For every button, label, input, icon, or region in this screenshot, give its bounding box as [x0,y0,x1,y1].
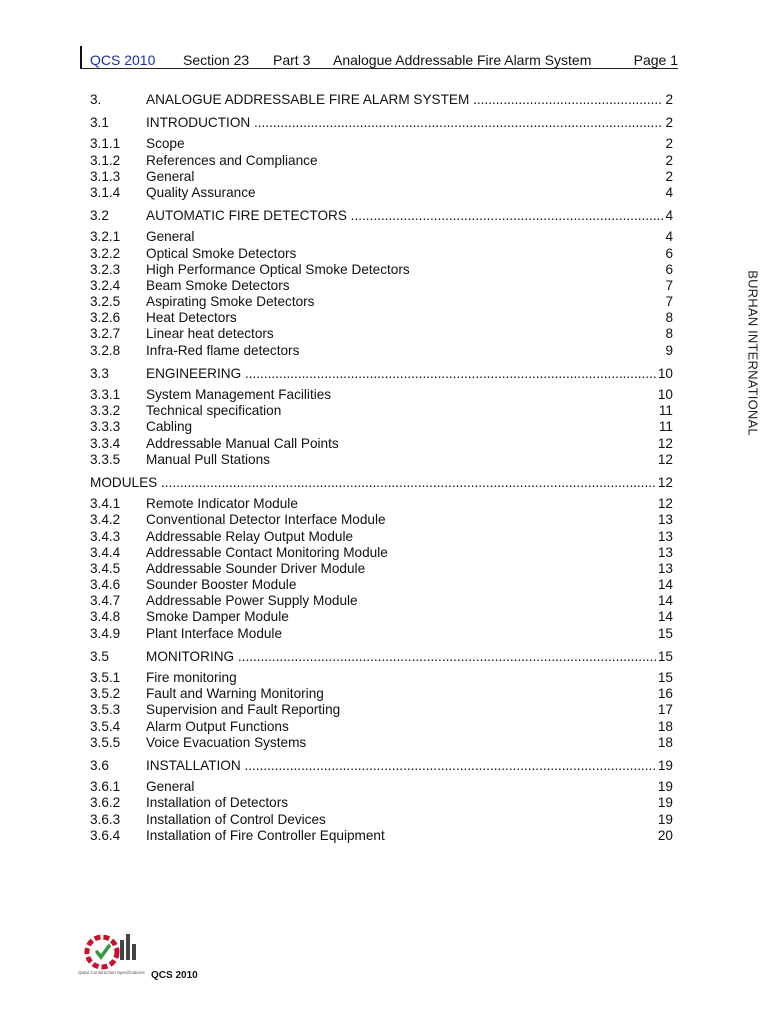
header-section: Section 23 [183,52,250,68]
header-brand: QCS 2010 [90,52,156,68]
toc-title: Linear heat detectors [146,326,274,342]
toc-number: 3.5 [90,648,109,664]
toc-number: 3.4.6 [90,577,121,593]
toc-number: 3.2.2 [90,245,121,261]
toc-entry[interactable] [90,609,673,625]
toc-page-number: 19 [657,811,673,827]
toc-entry[interactable] [90,512,673,528]
toc-number: 3.5.3 [90,702,121,718]
toc-entry[interactable] [90,136,673,152]
toc-entry[interactable] [90,185,673,201]
toc-entry[interactable] [90,496,673,512]
toc-section-entry[interactable] [90,758,673,774]
toc-title: References and Compliance [146,152,318,168]
toc-entry[interactable] [90,343,673,359]
toc-page-number: 2 [665,92,673,107]
toc-entry[interactable] [90,529,673,545]
toc-page-number: 20 [657,827,673,843]
toc-page-number: 7 [665,294,673,310]
toc-number: 3.2.7 [90,326,121,342]
toc-entry[interactable] [90,795,673,811]
toc-page-number: 13 [657,544,673,560]
toc-number: 3.6.3 [90,811,121,827]
toc-page-number: 6 [665,245,673,261]
toc-number: 3.3.2 [90,403,121,419]
toc-page-number: 7 [665,277,673,293]
toc-page-number: 15 [657,648,673,664]
toc-entry[interactable] [90,262,673,278]
toc-page-number: 18 [657,734,673,750]
toc-page-number: 10 [657,365,673,381]
toc-entry[interactable] [90,561,673,577]
toc-entry[interactable] [90,310,673,326]
page-header [80,44,678,69]
toc-page-number: 17 [657,702,673,718]
toc-page-number: 2 [665,136,673,152]
toc-entry[interactable] [90,294,673,310]
toc-entry[interactable] [90,735,673,751]
toc-number: 3.4.2 [90,512,121,528]
toc-entry[interactable] [90,779,673,795]
toc-page-number: 8 [665,310,673,326]
toc-title: Addressable Sounder Driver Module [146,560,366,576]
toc-number: 3.5.5 [90,734,121,750]
toc-section-entry[interactable] [90,92,673,108]
toc-title: AUTOMATIC FIRE DETECTORS ..... [146,208,673,224]
toc-number: 3.2 [90,208,109,224]
toc-page-number: 13 [657,560,673,576]
toc-page-number: 2 [665,168,673,184]
toc-page-number: 14 [657,593,673,609]
toc-title: Alarm Output Functions [146,718,289,734]
header-title: Analogue Addressable Fire Alarm System [333,52,592,68]
toc-entry[interactable] [90,686,673,702]
toc-title: Installation of Detectors [146,795,289,811]
toc-entry[interactable] [90,670,673,686]
toc-number: 3.4.8 [90,609,121,625]
toc-entry[interactable] [90,545,673,561]
toc-number: 3.3.5 [90,451,121,467]
toc-page-number: 14 [657,609,673,625]
toc-title: MODULES ..... [90,475,673,491]
toc-section-entry[interactable] [90,649,673,665]
toc-number: 3.6 [90,757,109,773]
toc-number: 3.4.1 [90,496,121,512]
toc-number: 3.2.6 [90,310,121,326]
toc-entry[interactable] [90,719,673,735]
toc-title: Voice Evacuation Systems [146,734,307,750]
toc-page-number: 19 [657,779,673,795]
toc-entry[interactable] [90,436,673,452]
toc-title: Addressable Power Supply Module [146,593,358,609]
toc-title: Quality Assurance [146,184,256,200]
toc-page-number: 9 [665,342,673,358]
toc-page-number: 2 [665,152,673,168]
toc-entry[interactable] [90,169,673,185]
toc-page-number: 13 [657,512,673,528]
toc-title: Plant Interface Module [146,625,283,641]
header-part: Part 3 [273,52,311,68]
toc-title: Installation of Control Devices [146,811,326,827]
toc-title: Optical Smoke Detectors [146,245,297,261]
toc-number: 3.3.3 [90,419,121,435]
toc-number: 3.5.1 [90,670,121,685]
toc-number: 3.2.3 [90,261,121,277]
toc-number: 3.2.5 [90,294,121,310]
toc-title: INTRODUCTION ..... [146,115,673,131]
toc-entry[interactable] [90,229,673,245]
toc-title: Addressable Manual Call Points [146,435,339,451]
toc-number: 3.3.1 [90,387,121,402]
toc-section-entry[interactable] [90,208,673,224]
toc-entry[interactable] [90,419,673,435]
toc-number: 3.2.1 [90,229,121,245]
toc-entry[interactable] [90,593,673,609]
toc-entry[interactable] [90,812,673,828]
toc-title: Heat Detectors [146,310,237,326]
toc-number: 3.6.2 [90,795,121,811]
toc-number: 3.2.4 [90,277,121,293]
toc-entry[interactable] [90,403,673,419]
toc-page-number: 13 [657,528,673,544]
table-of-contents [90,92,673,844]
header-page-number: Page 1 [633,52,678,68]
toc-title: System Management Facilities [146,387,332,402]
toc-page-number: 11 [658,419,673,435]
toc-entry[interactable] [90,153,673,169]
toc-title: Technical specification [146,403,282,419]
toc-page-number: 12 [657,451,673,467]
toc-title: Conventional Detector Interface Module [146,512,386,528]
toc-page-number: 12 [657,435,673,451]
toc-title: ENGINEERING ..... [146,366,673,382]
toc-title: Sounder Booster Module [146,577,297,593]
toc-section-entry[interactable] [90,366,673,382]
toc-number: 3.2.8 [90,342,121,358]
toc-number: 3.4.3 [90,528,121,544]
toc-page-number: 4 [665,208,673,224]
toc-page-number: 4 [665,229,673,245]
toc-number: 3.1 [90,115,109,131]
toc-title: Smoke Damper Module [146,609,289,625]
toc-entry[interactable] [90,278,673,294]
toc-page-number: 19 [657,757,673,773]
footer-brand: QCS 2010 [151,970,198,981]
toc-title: Addressable Contact Monitoring Module [146,544,388,560]
side-watermark [744,268,762,438]
toc-entry[interactable] [90,326,673,342]
toc-number: 3.1.1 [90,136,121,152]
toc-page-number: 10 [657,387,673,402]
toc-number: 3.4.5 [90,560,121,576]
toc-title: General [146,229,195,245]
toc-number: 3.5.4 [90,718,121,734]
toc-title: ANALOGUE ADDRESSABLE FIRE ALARM SYSTEM ..... [146,92,673,108]
toc-page-number: 8 [665,326,673,342]
toc-number: 3.4.9 [90,625,121,641]
toc-page-number: 14 [657,577,673,593]
toc-number: 3.3.4 [90,435,121,451]
toc-title: High Performance Optical Smoke Detectors [146,261,410,277]
toc-entry[interactable] [90,387,673,403]
toc-page-number: 15 [657,670,673,685]
logo-caption: Qatar Construction Specifications [78,970,145,975]
toc-title: Fire monitoring [146,670,237,685]
toc-entry[interactable] [90,626,673,642]
toc-title: MONITORING ..... [146,649,673,665]
toc-section-entry[interactable] [90,475,673,491]
toc-number: 3.4.4 [90,544,121,560]
toc-entry[interactable] [90,577,673,593]
toc-title: General [146,779,195,795]
toc-entry[interactable] [90,828,673,844]
toc-title: Addressable Relay Output Module [146,528,354,544]
toc-title: Beam Smoke Detectors [146,277,290,293]
toc-entry[interactable] [90,702,673,718]
toc-page-number: 15 [657,625,673,641]
toc-page-number: 2 [665,115,673,131]
toc-number: 3.1.4 [90,184,121,200]
toc-number: 3.1.3 [90,168,121,184]
toc-title: Remote Indicator Module [146,496,298,512]
toc-title: Cabling [146,419,193,435]
side-text: BURHAN INTERNATIONAL [745,270,761,436]
toc-page-number: 19 [657,795,673,811]
toc-section-entry[interactable] [90,115,673,131]
toc-number: 3. [90,92,102,107]
toc-page-number: 16 [657,686,673,702]
toc-number: 3.3 [90,365,109,381]
toc-number: 3.4.7 [90,593,121,609]
toc-page-number: 18 [657,718,673,734]
toc-title: Supervision and Fault Reporting [146,702,341,718]
header-bar [80,46,82,68]
toc-title: Aspirating Smoke Detectors [146,294,315,310]
toc-number: 3.6.1 [90,779,121,795]
toc-title: General [146,168,195,184]
toc-title: Scope [146,136,185,152]
toc-title: INSTALLATION ..... [146,758,673,774]
toc-page-number: 6 [665,261,673,277]
toc-number: 3.1.2 [90,152,121,168]
toc-title: Manual Pull Stations [146,451,270,467]
toc-number: 3.6.4 [90,827,121,843]
toc-number: 3.5.2 [90,686,121,702]
toc-entry[interactable] [90,246,673,262]
toc-page-number: 11 [658,403,673,419]
toc-title: Fault and Warning Monitoring [146,686,324,702]
toc-page-number: 12 [657,496,673,512]
toc-title: Infra-Red flame detectors [146,342,300,358]
toc-page-number: 4 [665,184,673,200]
toc-entry[interactable] [90,452,673,468]
toc-title: Installation of Fire Controller Equipment [146,827,385,843]
toc-page-number: 12 [657,474,673,490]
